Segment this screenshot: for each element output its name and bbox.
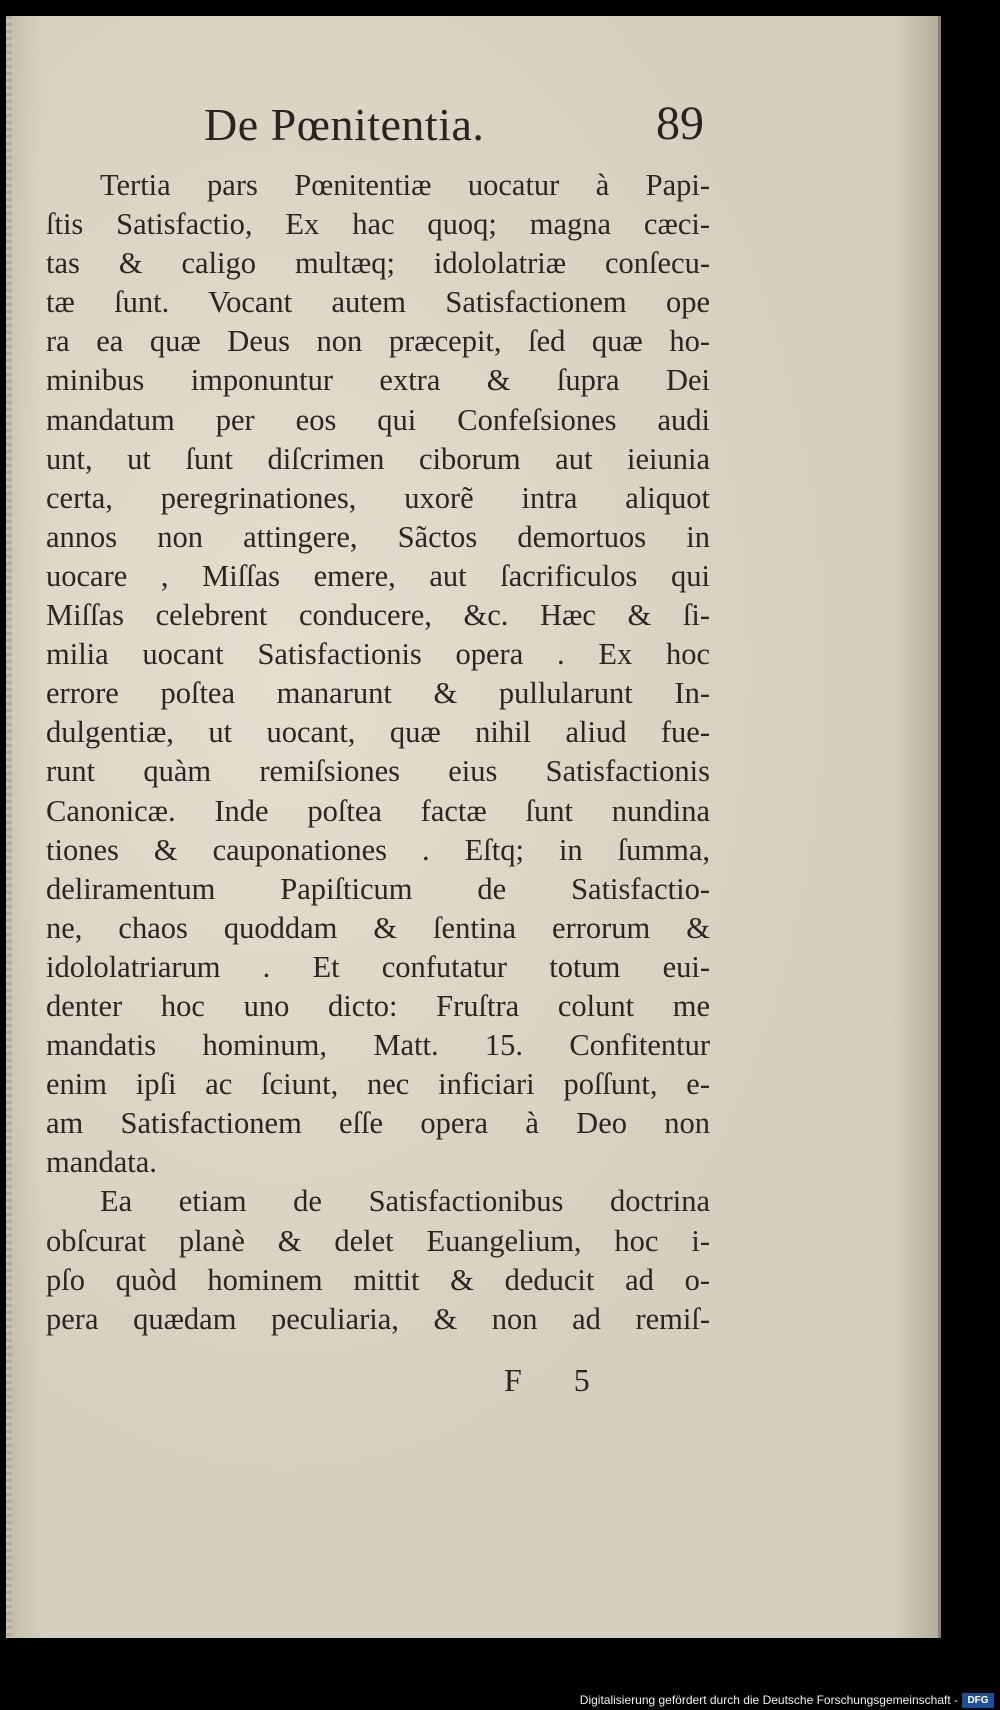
text-line: uocare , Miſſas emere, aut ſacrificulos qui [46,558,710,593]
page-header [6,98,938,158]
text-line: deliramentum Papiſticum de Satisfactio- [46,871,710,906]
dfg-logo: DFG [962,1693,994,1708]
text-line: enim ipſi ac ſciunt, nec inficiari poſſunt, e- [46,1067,710,1102]
text-line: minibus imponuntur extra & ſupra Dei [46,363,710,398]
text-line: denter hoc uno dicto: Fruſtra colunt me [46,988,710,1023]
signature-mark: F 5 [504,1362,612,1398]
text-line: am Satisfactionem eſſe opera à Deo non [46,1106,710,1141]
text-line: mandata. [46,1145,157,1180]
book-page [6,16,941,1638]
body-text [46,166,710,1339]
text-line: tas & caligo multæq; idololatriæ conſecu- [46,246,710,281]
text-line: ra ea quæ Deus non præcepit, ſed quæ ho- [46,324,710,359]
text-line: mandatis hominum, Matt. 15. Confitentur [46,1028,710,1063]
text-line: idololatriarum . Et confutatur totum eui- [46,949,710,984]
text-line: ſtis Satisfactio, Ex hac quoq; magna cæci- [46,207,710,242]
text-line: pſo quòd hominem mittit & deducit ad o- [46,1262,710,1297]
text-line: dulgentiæ, ut uocant, quæ nihil aliud fue- [46,715,710,750]
text-line: milia uocant Satisfactionis opera . Ex hoc [46,637,710,672]
text-line: Tertia pars Pœnitentiæ uocatur à Papi- [100,168,710,202]
text-line: obſcurat planè & delet Euangelium, hoc i- [46,1223,710,1258]
digitization-credit: Digitalisierung gefördert durch die Deutsche Forschungsgemeinschaft - [579,1693,958,1707]
text-line: certa, peregrinationes, uxorẽ intra aliquot [46,480,710,515]
text-line: errore poſtea manarunt & pullularunt In- [46,676,710,711]
running-title: De Pœnitentia. [204,99,485,150]
text-line: tæ ſunt. Vocant autem Satisfactionem ope [46,285,710,320]
text-line: annos non attingere, Sãctos demortuos in [46,519,710,554]
text-line: tiones & cauponationes . Eſtq; in ſumma, [46,832,710,867]
page-number: 89 [656,97,704,150]
text-line: ne, chaos quoddam & ſentina errorum & [46,910,710,945]
text-line: runt quàm remiſsiones eius Satisfactionis [46,754,710,789]
text-line: Miſſas celebrent conducere, &c. Hæc & ſi- [46,598,710,633]
text-line: pera quædam peculiaria, & non ad remiſ- [46,1301,710,1336]
text-line: Canonicæ. Inde poſtea factæ ſunt nundina [46,793,710,828]
text-line: unt, ut ſunt diſcrimen ciborum aut ieiunia [46,441,710,476]
text-line: Ea etiam de Satisfactionibus doctrina [100,1184,710,1219]
text-line: mandatum per eos qui Confeſsiones audi [46,402,710,437]
page-edge [6,16,12,1638]
